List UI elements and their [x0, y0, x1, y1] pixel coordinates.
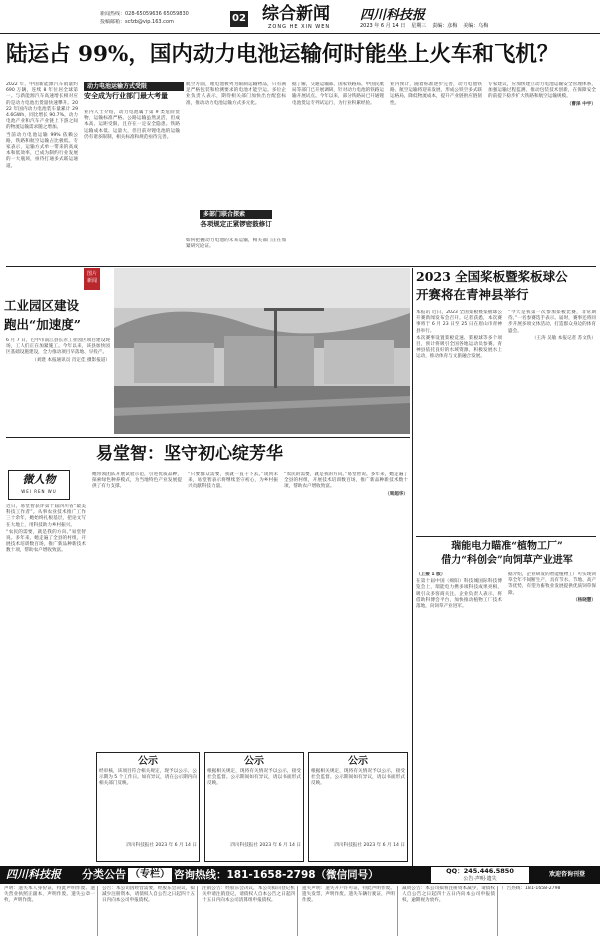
lead-body-1: 2022 年，中国新能源汽车销量约 690 万辆，连续 8 年位居全球第一。与新能源汽车高速增长相对应的是动力电池出货量快速攀升。2022 年国内动力电池装车量累计 294.6GWh，同比增长 90.7%。动力电池产业和汽车产业链上下游之间的物流运输需求随之增加。	[6, 82, 78, 131]
column-logo-box	[8, 470, 70, 500]
notice-2	[204, 752, 304, 862]
industrial-caption	[6, 338, 110, 428]
classified-col-6: 广告热线：181-1658-2798	[502, 886, 561, 891]
newsline: 新闻热线：028-65059636 65059830	[100, 11, 189, 17]
photo-news-tag-1: 图片	[86, 271, 97, 277]
industrial-caption-text: 6 月 7 日，巴中市南江县长赤工业园区项目建设现场，工人们正在加紧施工。今年以来，该县加快园区基础设施建设，全力推动项目早落地、早投产。	[6, 338, 110, 356]
notice-1	[96, 752, 200, 862]
photo-news-tag	[84, 268, 100, 290]
photo-news-tag-2: 新闻	[86, 278, 97, 284]
classified-right-sub: 公告·声明·遗失	[463, 876, 497, 882]
classified-hotline: 咨询热线：181-1658-2798（微信同号）	[174, 869, 379, 881]
chip-headline	[416, 540, 598, 568]
chip-headline-line1: 瑞能电力瞄准“植物工厂”	[451, 541, 563, 552]
page-number: 02	[230, 11, 248, 27]
column-logo-pinyin: WEI REN WU	[21, 489, 57, 494]
lead-subhead-2-title: 多部门联合探索	[200, 210, 272, 219]
industrial-headline	[4, 296, 112, 334]
notice-1-title: 公示	[138, 756, 158, 767]
games-byline: （王涛 吴敏 本报记者 苏文佚）	[531, 335, 596, 341]
games-headline-line2: 开赛将在青神县举行	[416, 287, 529, 302]
games-body-1: 本报讯 近日，2023 全国桨板暨桨板球公开赛新闻发布会召开。记者获悉，本次赛事将于 6 月 23 日至 25 日在眉山市青神县举行。	[416, 310, 502, 334]
lead-col-6	[488, 82, 596, 262]
lead-col-5: 业内预计，随着标准逐步完善，动力电池铁路、航空运输将迎来发展，形成公铁空多式联运格局，降低物流成本，提升产业链供应链韧性。	[390, 82, 482, 106]
classified-col-4: 遗失声明：遗失开户许可证，特此声明作废。遗失发票，声明作废。遗失车辆行驶证，声明作废。	[302, 886, 398, 936]
lead-col-1	[6, 82, 78, 262]
classified-label-tag: （专栏）	[130, 869, 170, 880]
industrial-credit: （刘建 本报通讯员 肖定佳 摄影报道）	[32, 357, 110, 363]
chip-headline-line2: 借力“科创会”向饲草产业进军	[441, 555, 573, 566]
lead-subhead-1-title: 动力电池运输方式受限	[84, 82, 184, 91]
submission-email: 投稿邮箱：scfzb@vip.163.com	[100, 19, 174, 25]
section-pinyin: ZONG HE XIN WEN	[268, 24, 331, 30]
lead-headline: 陆运占 99%，国内动力电池运输何时能坐上火车和飞机？	[6, 42, 559, 67]
chip-byline: （杨晓慧）	[573, 597, 596, 603]
feature-body-1: 近日，易堂智获评第十届四川省“最美科技工作者”。从事农业技术推广工作三十余年，她始终扎根基层，把论文写在大地上，用科技助力乡村振兴。	[6, 504, 86, 528]
chip-tag: （上接 1 版）	[416, 572, 446, 577]
games-headline	[416, 268, 598, 304]
games-body-3: “今天是我第一次参加桨板比赛，非常期待。”一名参赛选手表示。届时，赛事还将同步开展多项文体活动，打造群众身边的体育盛会。	[508, 310, 596, 334]
notice-3-footer: 四川科技报社 2023 年 6 月 14 日	[334, 843, 405, 848]
feature-body-2: “农民的需要，就是我的方向。”易堂智说。多年来，她走遍了全县的村组，开展技术培训数百场，推广新品种新技术数十项，帮助农户增收致富。	[6, 529, 86, 554]
lead-subhead-2	[186, 210, 286, 236]
industrial-headline-line1: 工业园区建设	[4, 298, 80, 313]
page-editor: 责编：彦梅	[432, 23, 458, 29]
feature-col-4	[284, 472, 408, 748]
lead-col-6-text: 专家建议，应加快建立动力电池运输安全管理体系，加强运输过程监测，推动包装技术创新，在保障安全的前提下稳步扩大铁路和航空运输规模。	[488, 82, 596, 100]
chip-body-1: 在第十届中国（绵阳）科技城国际科技博览会上，瑞能电力携多项科技成果亮相，吸引众多客商关注。企业负责人表示，将借助科博会平台，加快推动植物工厂技术落地，向饲草产业进军。	[416, 579, 502, 610]
column-divider	[412, 268, 413, 866]
classified-paper-logo: 四川科技报	[6, 868, 61, 881]
classified-col-2: 公告：本公司因经营需要，经股东会决议，拟减少注册资本，请债权人自公告之日起四十五日内向本公司申报债权。	[102, 886, 198, 936]
photo-bottom-rule	[6, 437, 410, 438]
games-body-2: 本次赛事设置桨板竞速、桨板球等多个项目，预计将吸引全国各地运动员参赛。青神县依托良好的水域资源，积极发展水上运动，推动体育与文旅融合发展。	[416, 335, 502, 360]
games-bottom-rule	[416, 536, 596, 537]
classified-col-5: 减资公告：本公司拟将注册资本减少，请债权人自公告之日起四十五日内向本公司申报债权，逾期视为放弃。	[402, 886, 498, 936]
classified-qq: QQ：245.446.5850	[446, 867, 514, 875]
classified-qq-box	[430, 866, 530, 884]
lead-body-2: 当前动力电池运输 99% 依赖公路，铁路和航空运输占比极低。专家表示，运输方式单一带来的高成本和低效率，已成为制约行业发展的一大瓶颈，亟待打通多式联运通道。	[6, 132, 78, 169]
masthead	[0, 0, 600, 34]
lead-subhead-1	[84, 82, 184, 106]
games-headline-line1: 2023 全国桨板暨桨板球公	[416, 269, 568, 284]
feature-headline: 易堂智：坚守初心绽芳华	[96, 444, 283, 464]
feature-col-3: “只要群众需要，我就一直干下去。”谈到未来，易堂智表示将继续坚守初心，为乡村振兴贡献科技力量。	[188, 472, 278, 490]
chip-body-2: 据介绍，企业研发的智能植物工厂可实现饲草全年不间断生产，具有节水、节地、高产等优势，有望为畜牧业发展提供优质饲草保障。	[508, 572, 596, 596]
notice-1-body: 经审核，该项目符合相关规定，现予以公示，公示期为 5 个工作日。如有异议，请在公示期内向相关部门反映。	[99, 769, 197, 787]
masthead-rule	[0, 33, 600, 34]
paper-logo: 四川科技报	[360, 8, 426, 23]
feature-col-2: 她带领团队开展试验示范，引进优质品种，探索绿色种养模式，为当地特色产业发展提供了有力支撑。	[92, 472, 182, 490]
feature-byline: （周超华）	[385, 491, 408, 497]
lead-subhead-2-tail: 各项规定正紧锣密鼓修订	[200, 220, 272, 228]
feature-col-4-text: “农民的需要，就是我的方向。”易堂智说。多年来，她走遍了全县的村组，开展技术培训数百场，推广新品种新技术数十项，帮助农户增收致富。	[284, 472, 408, 490]
lead-subhead-1-tail: 安全成为行业部门最大考量	[84, 92, 168, 100]
section-title: 综合新闻	[262, 4, 330, 24]
lead-col-4: 据了解，交通运输部、国家铁路局、中国民航局等部门已开展调研，针对动力电池的铁路运输开展试点。今年以来，部分铁路局已开通锂电池货运专列试运行，为行业积累经验。	[292, 82, 384, 106]
lead-col-2: 业内人士介绍，动力电池属于第 9 类危险货物，运输标准严格。公路运输虽然灵活，但成本高、运距受限，且存在一定安全隐患。铁路运输成本低、运量大，但目前对锂电池的运输仍有诸多限制，相关标准和规范亟待完善。	[84, 110, 180, 140]
issue-weekday: 星期三	[411, 23, 427, 29]
issue-date: 2023 年 6 月 14 日	[360, 23, 406, 29]
notice-3-body: 根据相关规定，现将有关情况予以公示，接受社会监督。公示期间如有异议，请以书面形式反映。	[311, 769, 405, 787]
industrial-headline-line2: 跑出“加速度”	[4, 317, 81, 332]
notice-3	[308, 752, 408, 862]
industrial-park-photo	[114, 268, 410, 434]
feature-col-1	[6, 504, 86, 748]
lead-byline: （曹泽 中宇）	[566, 101, 596, 107]
lead-bottom-rule	[6, 266, 596, 267]
classified-label: 分类公告	[82, 868, 126, 881]
page-designer: 美编：乌梅	[463, 23, 489, 29]
chip-col-2	[508, 572, 596, 864]
lead-col-3b: 如何把握动力电池的未来运输，相关部门正在加紧研究论证。	[186, 238, 286, 250]
notice-2-footer: 四川科技报社 2023 年 6 月 14 日	[230, 843, 301, 848]
games-col-2	[508, 310, 596, 532]
games-col-1	[416, 310, 502, 532]
notice-2-body: 根据相关规定，现将有关情况予以公示，接受社会监督。公示期间如有异议，请以书面形式反映。	[207, 769, 301, 787]
classified-right-note: 欢迎咨询刊登	[534, 866, 600, 884]
notice-2-title: 公示	[244, 756, 264, 767]
classified-col-3: 注销公告：经股东会决议，本公司拟向登记机关申请注销登记，请债权人自本公告之日起四十五日内向本公司清算组申报债权。	[202, 886, 298, 936]
chip-col-1	[416, 572, 502, 864]
notice-1-footer: 四川科技报社 2023 年 6 月 14 日	[126, 843, 197, 848]
lead-col-3: 航空方面，锂电池被列为限制运输物品，只有满足严格包装和检测要求的电池才能空运。多位企业负责人表示，期待相关部门加快出台配套标准，推动动力电池运输方式多元化。	[186, 82, 286, 106]
column-logo: 微人物	[22, 473, 56, 486]
classified-col-1: 声明：遗失本人身份证，特此声明作废。遗失营业执照正副本，声明作废。遗失公章一枚，声明作废。	[4, 886, 98, 936]
notice-3-title: 公示	[348, 756, 368, 767]
issue-date-row	[360, 22, 560, 29]
